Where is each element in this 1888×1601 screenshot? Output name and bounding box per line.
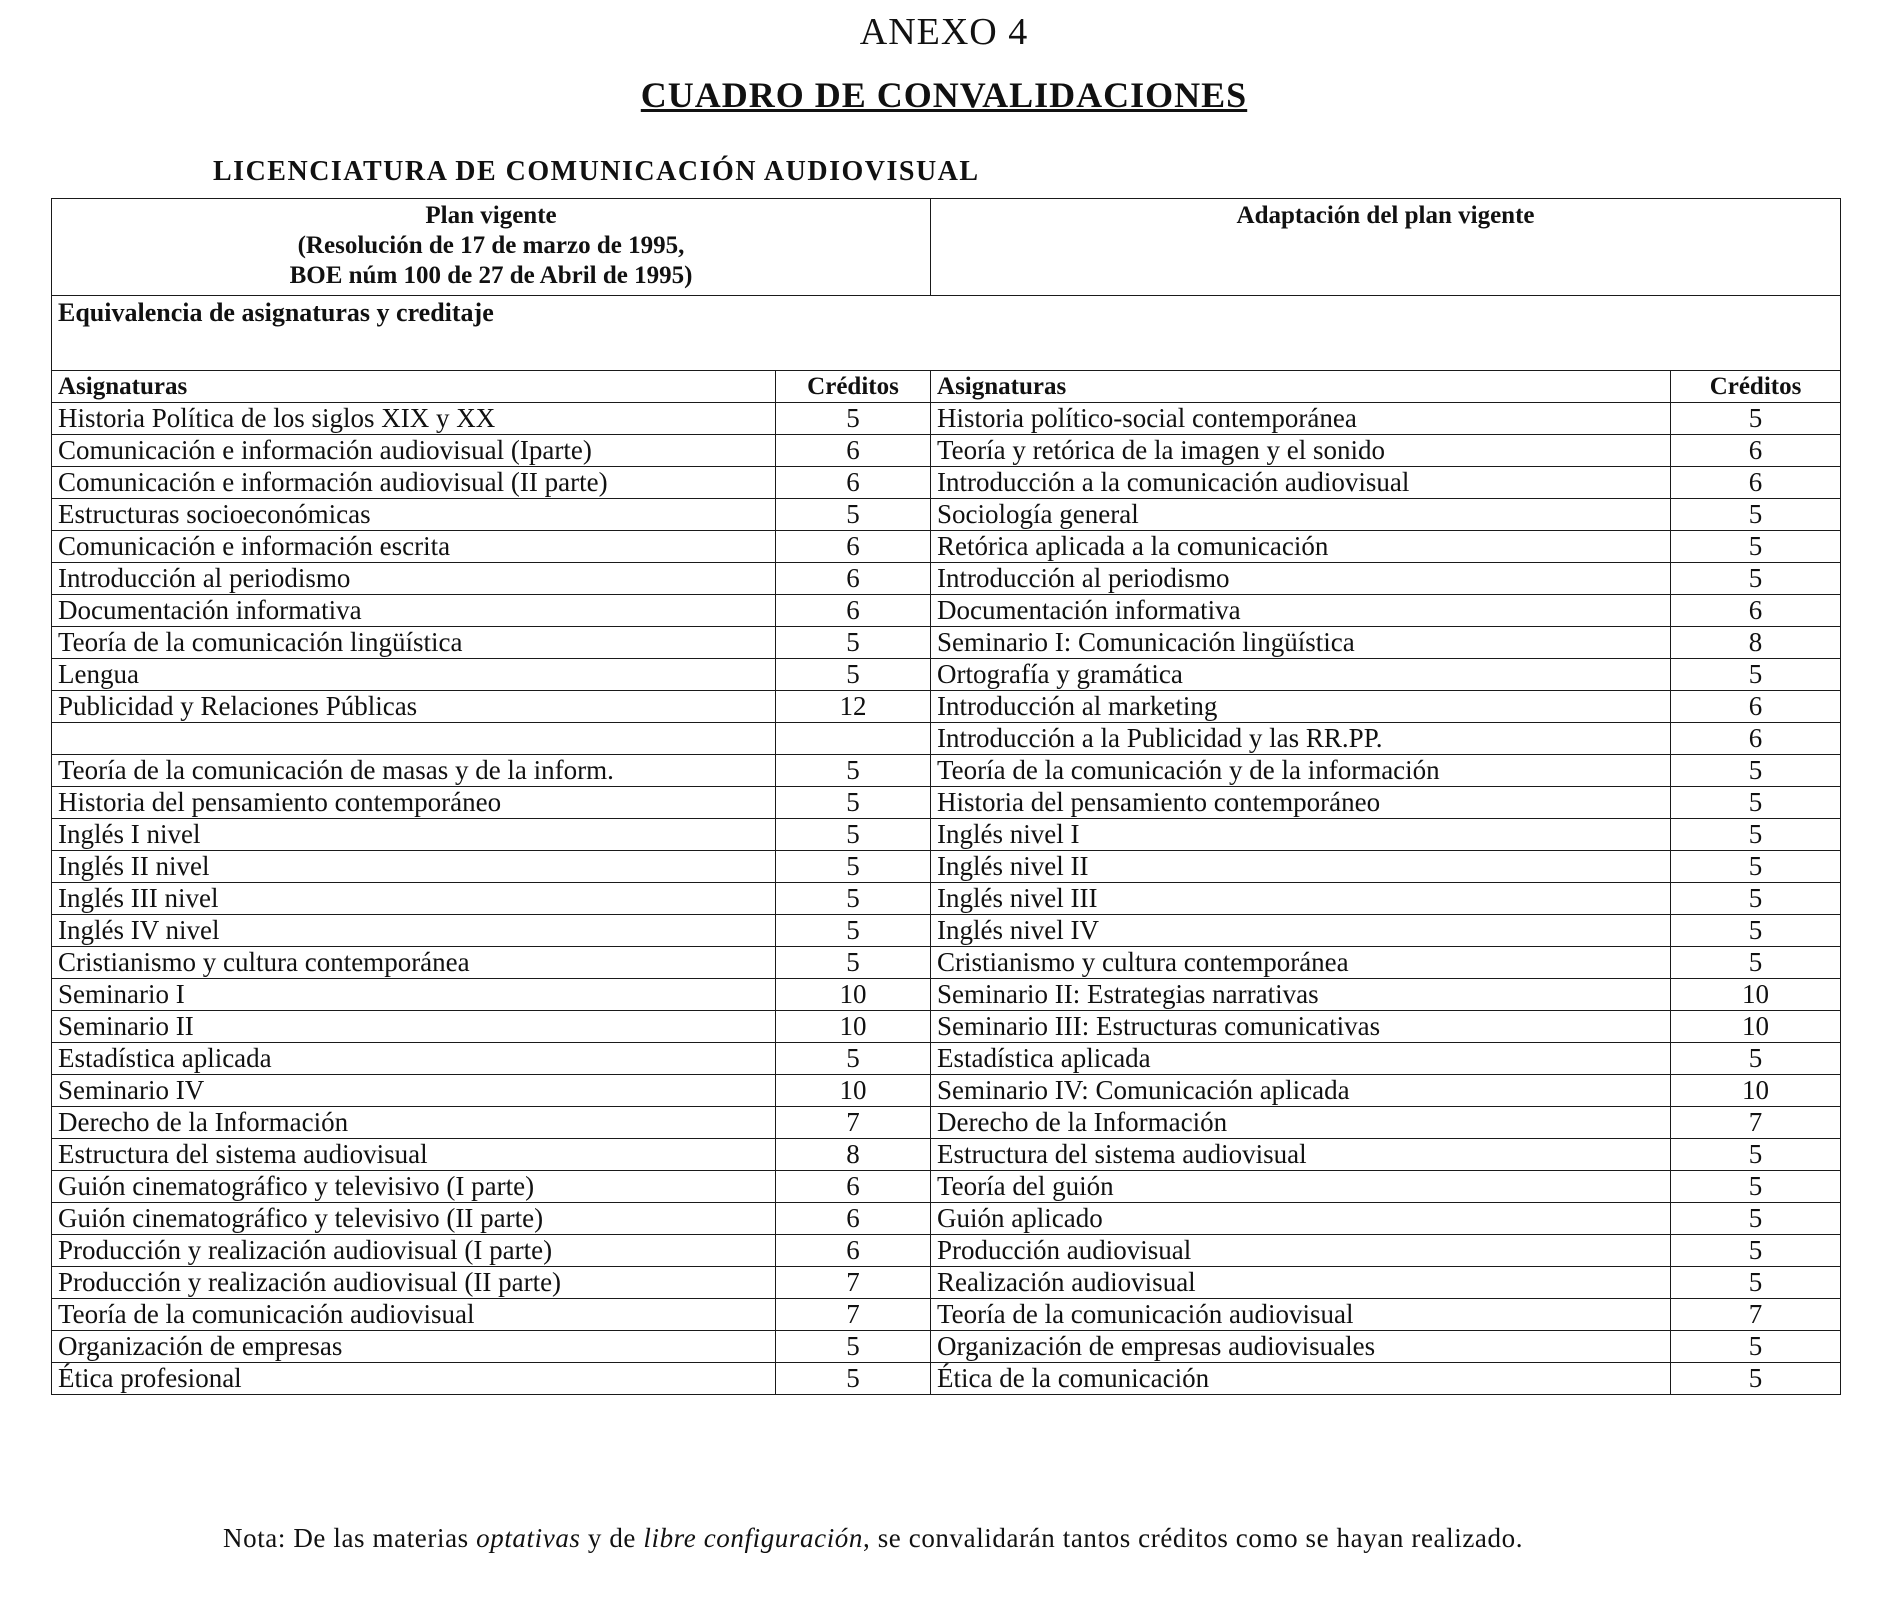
cell-subject-current: Seminario II [52,1011,776,1043]
cell-credits-adapted: 5 [1671,1267,1841,1299]
cell-subject-current: Teoría de la comunicación lingüística [52,627,776,659]
cell-credits-adapted: 10 [1671,1075,1841,1107]
cell-subject-current: Comunicación e información escrita [52,531,776,563]
cell-subject-adapted: Introducción al marketing [931,691,1671,723]
cell-credits-adapted: 5 [1671,1043,1841,1075]
cell-subject-current: Inglés II nivel [52,851,776,883]
cell-subject-current: Comunicación e información audiovisual (Iparte) [52,435,776,467]
cell-subject-adapted: Seminario IV: Comunicación aplicada [931,1075,1671,1107]
cell-credits-adapted: 5 [1671,1203,1841,1235]
cell-subject-current: Estructura del sistema audiovisual [52,1139,776,1171]
col-subject-adapted: Asignaturas [931,371,1671,403]
col-credits-adapted: Créditos [1671,371,1841,403]
note-middle: y de [580,1523,644,1553]
table-row [52,883,1841,915]
cell-credits-current: 7 [776,1107,931,1139]
cell-subject-adapted: Teoría del guión [931,1171,1671,1203]
cell-credits-current: 6 [776,595,931,627]
cell-credits-current: 5 [776,1363,931,1395]
table-row [52,403,1841,435]
cell-credits-adapted: 10 [1671,979,1841,1011]
note-optional: optativas [476,1523,581,1553]
cell-credits-adapted: 5 [1671,851,1841,883]
cell-credits-adapted: 8 [1671,627,1841,659]
cell-subject-adapted: Producción audiovisual [931,1235,1671,1267]
cell-credits-current: 6 [776,435,931,467]
col-subject-current: Asignaturas [52,371,776,403]
cell-subject-current: Publicidad y Relaciones Públicas [52,691,776,723]
cell-credits-current: 6 [776,563,931,595]
cell-credits-current: 10 [776,979,931,1011]
cell-subject-current: Cristianismo y cultura contemporánea [52,947,776,979]
section-row [52,296,1841,371]
table-row [52,691,1841,723]
page-title: CUADRO DE CONVALIDACIONES [640,75,1248,115]
cell-subject-adapted: Seminario II: Estrategias narrativas [931,979,1671,1011]
current-plan-resolution: (Resolución de 17 de marzo de 1995, [297,232,685,259]
cell-subject-adapted: Retórica aplicada a la comunicación [931,531,1671,563]
footnote [223,1520,1753,1556]
cell-subject-current: Seminario IV [52,1075,776,1107]
cell-credits-adapted: 7 [1671,1299,1841,1331]
cell-credits-adapted: 5 [1671,947,1841,979]
table-row [52,755,1841,787]
cell-credits-current: 5 [776,851,931,883]
cell-credits-adapted: 5 [1671,755,1841,787]
table-row [52,979,1841,1011]
note-free-config: libre configuración [643,1523,863,1553]
cell-subject-adapted: Organización de empresas audiovisuales [931,1331,1671,1363]
section-label: Equivalencia de asignaturas y creditaje [52,296,1841,371]
cell-credits-current: 5 [776,947,931,979]
cell-credits-adapted: 5 [1671,403,1841,435]
cell-subject-current [52,723,776,755]
cell-credits-current: 5 [776,787,931,819]
cell-credits-adapted: 5 [1671,1363,1841,1395]
cell-subject-adapted: Cristianismo y cultura contemporánea [931,947,1671,979]
annex-title: ANEXO 4 [859,11,1029,53]
table-row [52,1107,1841,1139]
table-row [52,659,1841,691]
current-plan-header [52,199,931,296]
table-row [52,1139,1841,1171]
cell-credits-current: 5 [776,883,931,915]
cell-subject-current: Guión cinematográfico y televisivo (I parte) [52,1171,776,1203]
cell-credits-current: 5 [776,1043,931,1075]
cell-credits-adapted: 6 [1671,435,1841,467]
cell-subject-current: Teoría de la comunicación audiovisual [52,1299,776,1331]
cell-subject-current: Documentación informativa [52,595,776,627]
cell-credits-adapted: 6 [1671,723,1841,755]
note-prefix: Nota: De las materias [223,1523,477,1553]
table-row [52,1363,1841,1395]
cell-subject-current: Producción y realización audiovisual (I parte) [52,1235,776,1267]
cell-credits-current: 5 [776,659,931,691]
cell-subject-adapted: Introducción al periodismo [931,563,1671,595]
cell-credits-current: 5 [776,403,931,435]
cell-credits-current: 12 [776,691,931,723]
table-row [52,723,1841,755]
cell-subject-adapted: Teoría de la comunicación y de la información [931,755,1671,787]
cell-credits-current: 6 [776,1171,931,1203]
table-row [52,435,1841,467]
table-row [52,1203,1841,1235]
table-row [52,595,1841,627]
cell-subject-current: Inglés I nivel [52,819,776,851]
cell-subject-adapted: Inglés nivel II [931,851,1671,883]
cell-subject-current: Producción y realización audiovisual (II parte) [52,1267,776,1299]
cell-credits-current: 7 [776,1299,931,1331]
cell-credits-adapted: 5 [1671,1331,1841,1363]
cell-subject-adapted: Ética de la comunicación [931,1363,1671,1395]
cell-credits-current: 7 [776,1267,931,1299]
current-plan-title: Plan vigente [425,202,557,229]
table-row [52,947,1841,979]
cell-credits-current: 6 [776,467,931,499]
degree-subtitle: LICENCIATURA DE COMUNICACIÓN AUDIOVISUAL [213,156,980,187]
cell-subject-current: Comunicación e información audiovisual (II parte) [52,467,776,499]
cell-subject-current: Seminario I [52,979,776,1011]
cell-credits-adapted: 5 [1671,563,1841,595]
cell-subject-adapted: Estructura del sistema audiovisual [931,1139,1671,1171]
adapted-plan-header: Adaptación del plan vigente [931,199,1841,296]
table-row [52,467,1841,499]
cell-credits-current: 6 [776,531,931,563]
table-row [52,851,1841,883]
table-row [52,1235,1841,1267]
cell-subject-adapted: Seminario III: Estructuras comunicativas [931,1011,1671,1043]
cell-subject-adapted: Introducción a la comunicación audiovisual [931,467,1671,499]
cell-subject-current: Estructuras socioeconómicas [52,499,776,531]
table-row [52,1075,1841,1107]
cell-subject-current: Ética profesional [52,1363,776,1395]
cell-credits-adapted: 5 [1671,659,1841,691]
cell-subject-current: Inglés III nivel [52,883,776,915]
cell-credits-adapted: 10 [1671,1011,1841,1043]
cell-credits-current [776,723,931,755]
cell-subject-current: Teoría de la comunicación de masas y de la inform. [52,755,776,787]
cell-credits-adapted: 5 [1671,883,1841,915]
col-credits-current: Créditos [776,371,931,403]
cell-subject-current: Historia Política de los siglos XIX y XX [52,403,776,435]
table-row [52,1011,1841,1043]
cell-subject-adapted: Introducción a la Publicidad y las RR.PP. [931,723,1671,755]
cell-credits-adapted: 6 [1671,595,1841,627]
cell-credits-adapted: 5 [1671,819,1841,851]
cell-subject-adapted: Ortografía y gramática [931,659,1671,691]
cell-subject-adapted: Inglés nivel III [931,883,1671,915]
cell-credits-adapted: 5 [1671,1171,1841,1203]
cell-subject-current: Introducción al periodismo [52,563,776,595]
cell-subject-adapted: Historia político-social contemporánea [931,403,1671,435]
equivalence-table [51,198,1841,1395]
note-suffix: , se convalidarán tantos créditos como se hayan realizado. [863,1523,1524,1553]
cell-subject-current: Derecho de la Información [52,1107,776,1139]
cell-subject-current: Organización de empresas [52,1331,776,1363]
table-row [52,915,1841,947]
cell-credits-current: 5 [776,1331,931,1363]
cell-credits-current: 5 [776,915,931,947]
cell-credits-adapted: 7 [1671,1107,1841,1139]
table-row [52,499,1841,531]
cell-subject-adapted: Teoría y retórica de la imagen y el sonido [931,435,1671,467]
cell-subject-adapted: Estadística aplicada [931,1043,1671,1075]
table-row [52,1331,1841,1363]
cell-subject-adapted: Realización audiovisual [931,1267,1671,1299]
cell-subject-current: Lengua [52,659,776,691]
cell-credits-current: 8 [776,1139,931,1171]
table-row [52,819,1841,851]
cell-credits-current: 5 [776,755,931,787]
table-row [52,787,1841,819]
plan-header-row [52,199,1841,296]
cell-credits-current: 5 [776,819,931,851]
table-row [52,1267,1841,1299]
cell-credits-current: 6 [776,1235,931,1267]
cell-subject-current: Estadística aplicada [52,1043,776,1075]
cell-subject-adapted: Seminario I: Comunicación lingüística [931,627,1671,659]
table-row [52,1043,1841,1075]
cell-credits-adapted: 5 [1671,1139,1841,1171]
current-plan-boe: BOE núm 100 de 27 de Abril de 1995) [289,262,693,289]
table-row [52,563,1841,595]
table-row [52,531,1841,563]
table-row [52,1171,1841,1203]
column-header-row [52,371,1841,403]
cell-subject-adapted: Inglés nivel I [931,819,1671,851]
cell-credits-adapted: 5 [1671,915,1841,947]
cell-subject-adapted: Documentación informativa [931,595,1671,627]
cell-credits-current: 10 [776,1011,931,1043]
cell-credits-current: 5 [776,627,931,659]
cell-subject-adapted: Derecho de la Información [931,1107,1671,1139]
table-row [52,627,1841,659]
cell-credits-current: 6 [776,1203,931,1235]
cell-credits-adapted: 5 [1671,1235,1841,1267]
cell-credits-adapted: 5 [1671,531,1841,563]
cell-credits-adapted: 5 [1671,499,1841,531]
cell-subject-adapted: Historia del pensamiento contemporáneo [931,787,1671,819]
cell-credits-current: 5 [776,499,931,531]
cell-credits-adapted: 6 [1671,691,1841,723]
cell-subject-adapted: Sociología general [931,499,1671,531]
cell-subject-adapted: Teoría de la comunicación audiovisual [931,1299,1671,1331]
cell-subject-adapted: Guión aplicado [931,1203,1671,1235]
cell-credits-adapted: 6 [1671,467,1841,499]
cell-credits-adapted: 5 [1671,787,1841,819]
cell-subject-adapted: Inglés nivel IV [931,915,1671,947]
cell-subject-current: Inglés IV nivel [52,915,776,947]
cell-subject-current: Guión cinematográfico y televisivo (II parte) [52,1203,776,1235]
table-row [52,1299,1841,1331]
cell-subject-current: Historia del pensamiento contemporáneo [52,787,776,819]
cell-credits-current: 10 [776,1075,931,1107]
